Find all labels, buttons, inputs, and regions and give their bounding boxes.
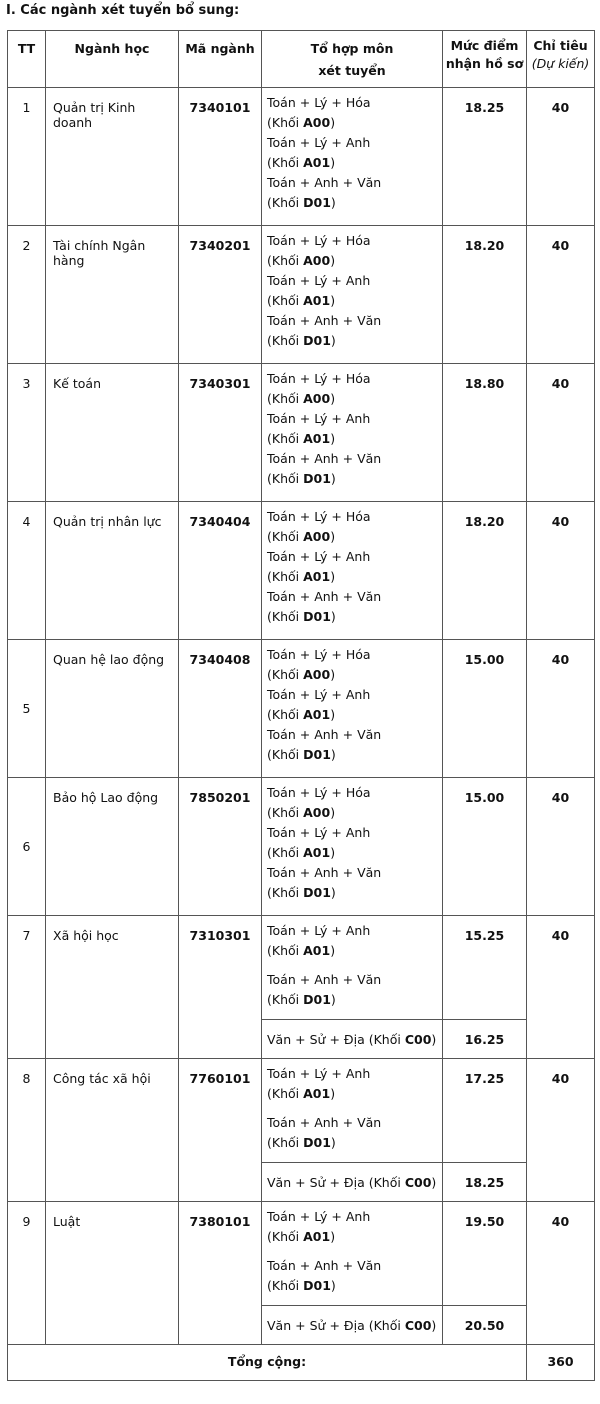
subject-math: Toán	[267, 371, 296, 386]
subject-english: Anh	[345, 135, 371, 150]
plus-sign: +	[299, 175, 311, 190]
plus-sign: +	[331, 233, 342, 248]
row-code: 7340404	[179, 502, 262, 640]
table-row	[8, 916, 595, 1020]
subject-math: Toán	[267, 233, 296, 248]
row-code: 7340408	[179, 640, 262, 778]
row-major: Quan hệ lao động	[46, 640, 179, 778]
plus-sign: +	[299, 549, 311, 564]
block-code: A01	[303, 155, 331, 170]
row-major: Luật	[46, 1202, 179, 1345]
header-score: Mức điểm nhận hồ sơ	[443, 31, 527, 88]
subject-physics: Lý	[314, 549, 328, 564]
subject-literature: Văn	[357, 313, 382, 328]
subject-math: Toán	[267, 451, 296, 466]
block-code: A01	[303, 569, 331, 584]
subject-english: Anh	[314, 865, 339, 880]
table-row	[8, 88, 595, 226]
plus-sign: +	[342, 175, 354, 190]
block-code: C00	[404, 1175, 432, 1190]
subject-math: Toán	[267, 1209, 296, 1224]
block-code: A00	[303, 391, 331, 406]
subject-history: Sử	[309, 1318, 326, 1333]
row-tt: 1	[8, 88, 46, 226]
plus-sign: +	[299, 687, 311, 702]
block-label: Khối	[373, 1175, 401, 1190]
block-code: D01	[303, 992, 331, 1007]
admission-table	[7, 30, 595, 1381]
plus-sign: +	[331, 273, 342, 288]
row-tt: 7	[8, 916, 46, 1059]
block-label: Khối	[271, 195, 300, 210]
subject-physics: Lý	[314, 687, 328, 702]
block-code: D01	[303, 195, 331, 210]
row-tt: 2	[8, 226, 46, 364]
row-combo: Toán + Lý + Anh (Khối A01) Toán + Anh + Văn (Khối D01)	[262, 916, 443, 1020]
plus-sign: +	[329, 1175, 340, 1190]
row-major: Quản trị nhân lực	[46, 502, 179, 640]
subject-math: Toán	[267, 135, 296, 150]
subject-english: Anh	[345, 923, 371, 938]
block-label: Khối	[271, 569, 300, 584]
plus-sign: +	[299, 1115, 311, 1130]
row-tt: 4	[8, 502, 46, 640]
header-combo: Tổ hợp môn xét tuyển	[262, 31, 443, 88]
subject-physics: Lý	[314, 509, 328, 524]
row-score-c00: 20.50	[443, 1306, 527, 1345]
header-major: Ngành học	[46, 31, 179, 88]
plus-sign: +	[299, 1066, 311, 1081]
subject-history: Sử	[309, 1032, 326, 1047]
subject-math: Toán	[267, 411, 296, 426]
subject-physics: Lý	[314, 785, 328, 800]
block-label: Khối	[271, 943, 300, 958]
block-label: Khối	[271, 1278, 300, 1293]
subject-literature: Văn	[267, 1032, 292, 1047]
subject-english: Anh	[345, 825, 371, 840]
row-tt: 5	[8, 640, 46, 778]
table-row	[8, 1059, 595, 1163]
plus-sign: +	[331, 95, 342, 110]
subject-geography: Địa	[343, 1318, 365, 1333]
block-code: D01	[303, 747, 331, 762]
block-label: Khối	[271, 747, 300, 762]
row-code: 7380101	[179, 1202, 262, 1345]
subject-math: Toán	[267, 1258, 296, 1273]
block-code: D01	[303, 333, 331, 348]
subject-math: Toán	[267, 175, 296, 190]
subject-math: Toán	[267, 923, 296, 938]
block-label: Khối	[271, 253, 300, 268]
subject-math: Toán	[267, 865, 296, 880]
row-combo: Toán + Lý + Hóa (Khối A00) Toán + Lý + Anh (Khối A01) Toán + Anh + Văn (Khối D01)	[262, 502, 443, 640]
subject-literature: Văn	[357, 1115, 382, 1130]
subject-physics: Lý	[314, 647, 328, 662]
row-tt: 8	[8, 1059, 46, 1202]
block-code: A01	[303, 293, 331, 308]
subject-physics: Lý	[314, 923, 328, 938]
subject-physics: Lý	[314, 135, 328, 150]
plus-sign: +	[299, 451, 311, 466]
row-score: 15.00	[443, 640, 527, 778]
row-quota: 40	[527, 1202, 595, 1345]
row-tt: 6	[8, 778, 46, 916]
subject-chemistry: Hóa	[345, 95, 371, 110]
subject-math: Toán	[267, 273, 296, 288]
subject-math: Toán	[267, 1115, 296, 1130]
subject-english: Anh	[314, 589, 339, 604]
row-combo: Toán + Lý + Hóa (Khối A00) Toán + Lý + Anh (Khối A01) Toán + Anh + Văn (Khối D01)	[262, 778, 443, 916]
plus-sign: +	[299, 825, 311, 840]
block-code: A00	[303, 529, 331, 544]
plus-sign: +	[299, 727, 311, 742]
block-code: D01	[303, 885, 331, 900]
block-code: A01	[303, 431, 331, 446]
subject-chemistry: Hóa	[345, 647, 371, 662]
block-label: Khối	[373, 1318, 401, 1333]
header-row	[8, 31, 595, 88]
subject-geography: Địa	[343, 1032, 365, 1047]
plus-sign: +	[331, 549, 342, 564]
subject-math: Toán	[267, 95, 296, 110]
subject-math: Toán	[267, 687, 296, 702]
plus-sign: +	[342, 1115, 354, 1130]
subject-english: Anh	[314, 727, 339, 742]
total-label: Tổng cộng:	[8, 1345, 527, 1381]
row-combo: Toán + Lý + Hóa (Khối A00) Toán + Lý + Anh (Khối A01) Toán + Anh + Văn (Khối D01)	[262, 364, 443, 502]
subject-english: Anh	[314, 1115, 339, 1130]
plus-sign: +	[331, 509, 342, 524]
table-row	[8, 364, 595, 502]
plus-sign: +	[331, 687, 342, 702]
plus-sign: +	[299, 95, 311, 110]
block-code: C00	[404, 1032, 432, 1047]
subject-english: Anh	[314, 313, 339, 328]
subject-english: Anh	[345, 549, 371, 564]
subject-physics: Lý	[314, 1209, 328, 1224]
plus-sign: +	[342, 865, 354, 880]
block-code: D01	[303, 609, 331, 624]
block-code: D01	[303, 1135, 331, 1150]
subject-physics: Lý	[314, 1066, 328, 1081]
plus-sign: +	[299, 411, 311, 426]
block-label: Khối	[271, 431, 300, 446]
subject-chemistry: Hóa	[345, 233, 371, 248]
row-score: 18.80	[443, 364, 527, 502]
block-label: Khối	[271, 391, 300, 406]
subject-math: Toán	[267, 727, 296, 742]
subject-literature: Văn	[357, 972, 382, 987]
plus-sign: +	[342, 589, 354, 604]
row-quota: 40	[527, 640, 595, 778]
subject-english: Anh	[345, 687, 371, 702]
subject-literature: Văn	[267, 1318, 292, 1333]
block-label: Khối	[271, 667, 300, 682]
row-code: 7340201	[179, 226, 262, 364]
subject-chemistry: Hóa	[345, 509, 371, 524]
row-code: 7340101	[179, 88, 262, 226]
plus-sign: +	[299, 589, 311, 604]
subject-literature: Văn	[267, 1175, 292, 1190]
subject-math: Toán	[267, 972, 296, 987]
subject-math: Toán	[267, 1066, 296, 1081]
block-code: A01	[303, 707, 331, 722]
block-label: Khối	[271, 1229, 300, 1244]
subject-physics: Lý	[314, 95, 328, 110]
subject-english: Anh	[345, 411, 371, 426]
block-label: Khối	[373, 1032, 401, 1047]
row-tt: 3	[8, 364, 46, 502]
header-quota: Chỉ tiêu (Dự kiến)	[527, 31, 595, 88]
row-quota: 40	[527, 778, 595, 916]
table-row	[8, 778, 595, 916]
row-major: Quản trị Kinh doanh	[46, 88, 179, 226]
plus-sign: +	[342, 972, 354, 987]
subject-literature: Văn	[357, 1258, 382, 1273]
plus-sign: +	[331, 923, 342, 938]
block-label: Khối	[271, 155, 300, 170]
subject-english: Anh	[345, 273, 371, 288]
subject-physics: Lý	[314, 411, 328, 426]
row-combo: Toán + Lý + Hóa (Khối A00) Toán + Lý + Anh (Khối A01) Toán + Anh + Văn (Khối D01)	[262, 640, 443, 778]
row-major: Công tác xã hội	[46, 1059, 179, 1202]
block-label: Khối	[271, 1135, 300, 1150]
plus-sign: +	[295, 1318, 306, 1333]
plus-sign: +	[299, 1209, 311, 1224]
table-row	[8, 226, 595, 364]
subject-literature: Văn	[357, 727, 382, 742]
plus-sign: +	[329, 1032, 340, 1047]
plus-sign: +	[299, 972, 311, 987]
row-code: 7760101	[179, 1059, 262, 1202]
subject-chemistry: Hóa	[345, 371, 371, 386]
subject-literature: Văn	[357, 175, 382, 190]
block-code: A01	[303, 845, 331, 860]
row-combo: Toán + Lý + Anh (Khối A01) Toán + Anh + Văn (Khối D01)	[262, 1059, 443, 1163]
plus-sign: +	[331, 785, 342, 800]
row-quota: 40	[527, 364, 595, 502]
plus-sign: +	[299, 785, 311, 800]
block-label: Khối	[271, 529, 300, 544]
plus-sign: +	[331, 825, 342, 840]
plus-sign: +	[299, 647, 311, 662]
plus-sign: +	[342, 313, 354, 328]
block-code: A00	[303, 115, 331, 130]
block-label: Khối	[271, 115, 300, 130]
row-score: 19.50	[443, 1202, 527, 1306]
block-label: Khối	[271, 845, 300, 860]
row-combo-c00: Văn + Sử + Địa (Khối C00)	[262, 1020, 443, 1059]
subject-math: Toán	[267, 589, 296, 604]
plus-sign: +	[299, 371, 311, 386]
total-value: 360	[527, 1345, 595, 1381]
plus-sign: +	[342, 727, 354, 742]
block-code: D01	[303, 471, 331, 486]
table-row	[8, 1202, 595, 1306]
plus-sign: +	[331, 135, 342, 150]
block-label: Khối	[271, 609, 300, 624]
block-label: Khối	[271, 293, 300, 308]
row-major: Bảo hộ Lao động	[46, 778, 179, 916]
row-quota: 40	[527, 502, 595, 640]
block-code: A01	[303, 1086, 331, 1101]
plus-sign: +	[299, 233, 311, 248]
row-score: 17.25	[443, 1059, 527, 1163]
subject-physics: Lý	[314, 273, 328, 288]
row-score: 15.25	[443, 916, 527, 1020]
subject-english: Anh	[314, 972, 339, 987]
table-row	[8, 502, 595, 640]
subject-math: Toán	[267, 647, 296, 662]
row-quota: 40	[527, 916, 595, 1059]
row-combo: Toán + Lý + Anh (Khối A01) Toán + Anh + Văn (Khối D01)	[262, 1202, 443, 1306]
plus-sign: +	[299, 1258, 311, 1273]
subject-math: Toán	[267, 549, 296, 564]
plus-sign: +	[331, 371, 342, 386]
plus-sign: +	[299, 509, 311, 524]
subject-english: Anh	[314, 451, 339, 466]
block-label: Khối	[271, 885, 300, 900]
row-tt: 9	[8, 1202, 46, 1345]
row-quota: 40	[527, 88, 595, 226]
subject-physics: Lý	[314, 371, 328, 386]
block-code: A01	[303, 943, 331, 958]
subject-chemistry: Hóa	[345, 785, 371, 800]
row-score: 15.00	[443, 778, 527, 916]
header-code: Mã ngành	[179, 31, 262, 88]
row-combo-c00: Văn + Sử + Địa (Khối C00)	[262, 1306, 443, 1345]
block-label: Khối	[271, 333, 300, 348]
plus-sign: +	[299, 135, 311, 150]
plus-sign: +	[299, 923, 311, 938]
plus-sign: +	[331, 647, 342, 662]
subject-math: Toán	[267, 313, 296, 328]
subject-geography: Địa	[343, 1175, 365, 1190]
row-score: 18.20	[443, 226, 527, 364]
total-row	[8, 1345, 595, 1381]
row-score: 18.20	[443, 502, 527, 640]
block-label: Khối	[271, 805, 300, 820]
block-code: A00	[303, 805, 331, 820]
subject-history: Sử	[309, 1175, 326, 1190]
block-code: A00	[303, 253, 331, 268]
subject-literature: Văn	[357, 589, 382, 604]
row-combo: Toán + Lý + Hóa (Khối A00) Toán + Lý + Anh (Khối A01) Toán + Anh + Văn (Khối D01)	[262, 226, 443, 364]
block-code: D01	[303, 1278, 331, 1293]
plus-sign: +	[331, 1209, 342, 1224]
plus-sign: +	[299, 313, 311, 328]
plus-sign: +	[331, 1066, 342, 1081]
block-label: Khối	[271, 707, 300, 722]
subject-english: Anh	[345, 1066, 371, 1081]
table-row	[8, 640, 595, 778]
subject-english: Anh	[345, 1209, 371, 1224]
row-quota: 40	[527, 226, 595, 364]
row-major: Kế toán	[46, 364, 179, 502]
row-combo: Toán + Lý + Hóa (Khối A00) Toán + Lý + Anh (Khối A01) Toán + Anh + Văn (Khối D01)	[262, 88, 443, 226]
block-code: A01	[303, 1229, 331, 1244]
plus-sign: +	[331, 411, 342, 426]
row-combo-c00: Văn + Sử + Địa (Khối C00)	[262, 1163, 443, 1202]
plus-sign: +	[295, 1032, 306, 1047]
row-code: 7850201	[179, 778, 262, 916]
block-label: Khối	[271, 471, 300, 486]
subject-english: Anh	[314, 1258, 339, 1273]
plus-sign: +	[299, 273, 311, 288]
plus-sign: +	[299, 865, 311, 880]
row-score-c00: 18.25	[443, 1163, 527, 1202]
block-code: A00	[303, 667, 331, 682]
row-major: Tài chính Ngân hàng	[46, 226, 179, 364]
row-code: 7340301	[179, 364, 262, 502]
header-tt: TT	[8, 31, 46, 88]
section-heading: I. Các ngành xét tuyển bổ sung:	[6, 3, 240, 18]
block-label: Khối	[271, 1086, 300, 1101]
subject-math: Toán	[267, 825, 296, 840]
block-label: Khối	[271, 992, 300, 1007]
plus-sign: +	[295, 1175, 306, 1190]
row-major: Xã hội học	[46, 916, 179, 1059]
subject-math: Toán	[267, 785, 296, 800]
subject-physics: Lý	[314, 825, 328, 840]
subject-english: Anh	[314, 175, 339, 190]
row-score: 18.25	[443, 88, 527, 226]
subject-literature: Văn	[357, 451, 382, 466]
plus-sign: +	[329, 1318, 340, 1333]
plus-sign: +	[342, 1258, 354, 1273]
subject-literature: Văn	[357, 865, 382, 880]
row-code: 7310301	[179, 916, 262, 1059]
row-quota: 40	[527, 1059, 595, 1202]
plus-sign: +	[342, 451, 354, 466]
subject-math: Toán	[267, 509, 296, 524]
subject-physics: Lý	[314, 233, 328, 248]
block-code: C00	[404, 1318, 432, 1333]
row-score-c00: 16.25	[443, 1020, 527, 1059]
